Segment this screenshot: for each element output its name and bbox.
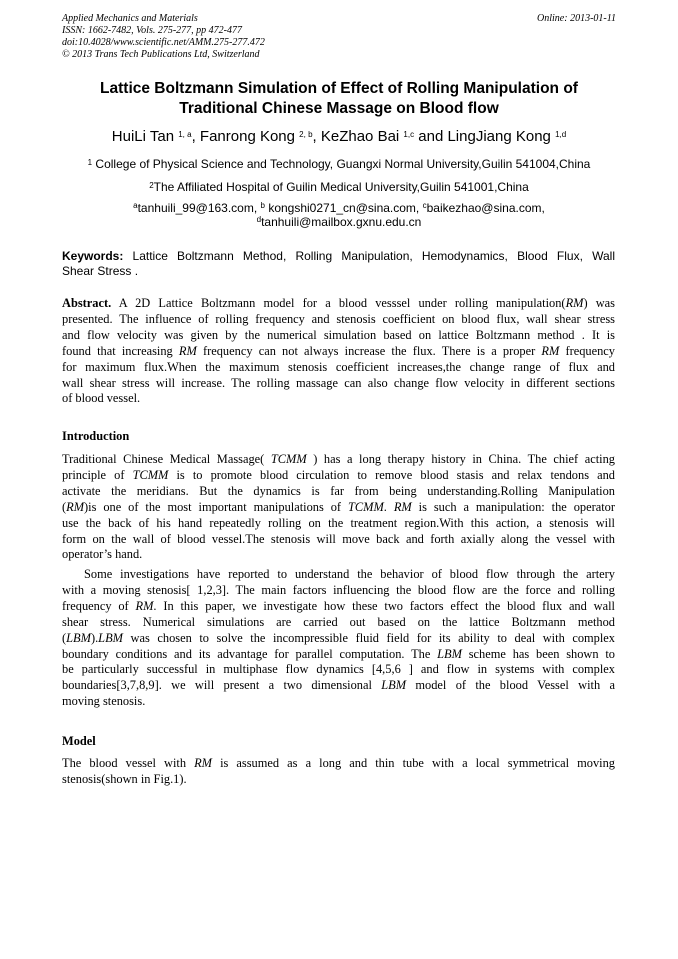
text-line <box>62 694 615 710</box>
keywords-line-1: Lattice Boltzmann Method, Rolling Manipulation, Hemodynamics, Blood Flux, Wall <box>123 249 615 263</box>
text-line <box>62 312 615 328</box>
text-segment: A 2D Lattice Boltzmann model for a blood vesssel under rolling manipulation( <box>111 296 566 310</box>
keywords-label: Keywords: <box>62 249 124 263</box>
italic-term: LBM <box>381 678 407 693</box>
text-segment: frequency <box>559 343 615 358</box>
paper-title <box>62 79 616 119</box>
author-list <box>62 127 616 147</box>
email-d-marker: d <box>256 215 262 224</box>
text-segment: principle of <box>62 467 133 482</box>
text-segment: . <box>383 499 394 514</box>
doi: doi:10.4028/www.scientific.net/AMM.275-277.472 <box>62 37 265 48</box>
text-line <box>62 376 615 392</box>
text-segment: ). <box>90 630 99 645</box>
text-line <box>62 391 615 407</box>
keywords <box>62 249 615 279</box>
email-a-marker: a <box>133 201 138 210</box>
author-affiliation-marker: 2, b <box>299 130 313 139</box>
text-line <box>62 583 615 599</box>
text-segment: is such a manipulation: the operator <box>411 499 615 514</box>
journal-name: Applied Mechanics and Materials <box>62 13 198 24</box>
email-b-marker: b <box>260 201 265 210</box>
text-segment: with a moving stenosis[ 1,2,3]. The main factors influencing the blood flow are the force and rolling <box>62 582 615 597</box>
introduction-heading: Introduction <box>62 429 130 443</box>
model-heading: Model <box>62 734 96 748</box>
text-segment: ) has a long therapy history in China. The chief acting <box>306 452 615 466</box>
text-line <box>62 500 615 516</box>
italic-term: TCMM <box>270 452 307 466</box>
keywords-line-2: Shear Stress . <box>62 264 139 278</box>
text-line <box>62 772 615 788</box>
text-segment: ) was <box>583 296 616 310</box>
text-segment: found that increasing <box>62 343 179 358</box>
text-segment: Some investigations have reported to understand the behavior of blood flow through the artery <box>84 567 615 581</box>
author-separator: , <box>312 128 321 145</box>
italic-term: LBM <box>98 630 123 645</box>
text-segment: boundaries[3,7,8,9]. we will present a two dimensional <box>62 678 382 693</box>
italic-term: RM <box>393 499 412 514</box>
affiliation-2-text: The Affiliated Hospital of Guilin Medical University,Guilin 541001,China <box>153 180 529 194</box>
text-segment: wall shear stress will increase. The rolling massage can also change flow velocity in different sections <box>62 375 615 390</box>
email-c-marker: c <box>422 201 427 210</box>
author-affiliation-marker: 1, a <box>178 130 192 139</box>
italic-term: RM <box>565 296 584 310</box>
italic-term: RM <box>135 598 154 613</box>
text-segment: stenosis(shown in Fig.1). <box>62 771 187 786</box>
affiliation-2 <box>62 180 616 195</box>
affiliation-1 <box>62 157 616 172</box>
issn: ISSN: 1662-7482, Vols. 275-277, pp 472-477 <box>62 25 242 36</box>
affiliation-2-marker: 2 <box>149 181 154 190</box>
email-d[interactable]: tanhuili@mailbox.gxnu.edu.cn <box>261 215 422 229</box>
model-paragraph <box>62 756 615 788</box>
author-separator: , <box>191 128 200 145</box>
text-line <box>62 567 615 583</box>
text-segment: scheme has been shown to <box>461 646 616 661</box>
text-segment: shear stress. Numerical simulations are carried out based on the lattice Boltzmann method <box>62 614 615 629</box>
text-segment: model of the blood Vessel with a <box>406 678 615 693</box>
introduction-paragraph-1 <box>62 452 615 563</box>
italic-term: TCMM <box>132 467 169 482</box>
abstract-label: Abstract. <box>62 296 112 310</box>
text-line <box>62 662 615 678</box>
text-segment: presented. The influence of rolling frequency and stenosis coefficient on blood flux, wall shear stress <box>62 311 615 326</box>
italic-term: LBM <box>66 630 91 645</box>
text-segment: and flow velocity was given by the numerical simulation based on lattice Boltzmann method . It is <box>62 327 615 342</box>
text-segment: for maximum flux.When the maximum stenosis coefficient increases,the change range of flux and <box>62 359 615 374</box>
affiliation-1-marker: 1 <box>87 158 93 167</box>
text-segment: operator’s hand. <box>62 547 143 562</box>
text-segment: was chosen to solve the incompressible fluid field for its ability to deal with complex <box>122 630 615 645</box>
text-segment: The blood vessel with <box>62 756 195 770</box>
italic-term: RM <box>178 343 197 358</box>
text-segment: be particularly successful in multiphase flow dynamics [4,5,6 ] and flow in systems with complex <box>62 662 615 677</box>
title-line-2: Traditional Chinese Massage on Blood flow <box>179 100 499 117</box>
text-line <box>62 516 615 532</box>
text-line <box>62 296 615 312</box>
text-segment: frequency of <box>62 598 136 613</box>
text-segment: )is one of the most important manipulations of <box>84 499 348 514</box>
text-segment: is to promote blood circulation to remove blood stasis and relax tendons and <box>168 467 615 482</box>
italic-term: TCMM <box>347 499 384 514</box>
text-line <box>62 360 615 376</box>
email-a[interactable]: tanhuili_99@163.com, <box>137 201 261 215</box>
text-segment: activate the meridians. But the dynamics is far from being understanding.Rolling Manipulation <box>62 483 615 498</box>
online-date: Online: 2013-01-11 <box>537 13 616 24</box>
text-line <box>62 452 615 468</box>
text-segment: moving stenosis. <box>62 694 146 709</box>
author-emails <box>62 201 616 229</box>
text-segment: ( <box>62 499 67 514</box>
text-segment: form on the wall of blood vessel.The stenosis will move back and forth axially along the vessel with <box>62 531 615 546</box>
text-line <box>62 647 615 663</box>
text-line <box>62 532 615 548</box>
text-line <box>62 344 615 360</box>
author-name: LingJiang Kong <box>447 128 556 145</box>
text-line <box>62 468 615 484</box>
text-segment: is assumed as a long and thin tube with a local symmetrical moving <box>212 756 615 770</box>
author-name: HuiLi Tan <box>111 128 179 145</box>
author-affiliation-marker: 1,d <box>555 130 567 139</box>
author-name: Fanrong Kong <box>199 128 300 145</box>
text-line <box>62 599 615 615</box>
text-segment: . In this paper, we investigate how these two factors effect the blood flux and wall <box>153 598 615 613</box>
text-segment: ( <box>62 630 67 645</box>
author-name: KeZhao Bai <box>320 128 404 145</box>
introduction-paragraph-2 <box>62 567 615 710</box>
journal-header <box>62 13 616 61</box>
italic-term: RM <box>541 343 560 358</box>
italic-term: RM <box>194 756 212 770</box>
affiliation-1-text: College of Physical Science and Technology, Guangxi Normal University,Guilin 541004,China <box>95 157 591 171</box>
text-line <box>62 678 615 694</box>
author-separator: and <box>414 128 448 145</box>
text-segment: frequency can not always increase the flux. There is a proper <box>196 343 542 358</box>
text-line <box>62 484 615 500</box>
text-segment: of blood vessel. <box>62 391 141 406</box>
abstract <box>62 296 615 407</box>
copyright: © 2013 Trans Tech Publications Ltd, Switzerland <box>62 49 260 60</box>
italic-term: RM <box>66 499 85 514</box>
italic-term: LBM <box>437 646 462 661</box>
text-segment: Traditional Chinese Medical Massage( <box>62 452 271 466</box>
text-line <box>62 756 615 772</box>
email-b[interactable]: kongshi0271_cn@sina.com, <box>264 201 423 215</box>
author-affiliation-marker: 1,c <box>403 130 415 139</box>
text-segment: use the back of his hand repeatedly rolling on the treatment region.With this action, a stenosis will <box>62 515 615 530</box>
text-line <box>62 631 615 647</box>
text-line <box>62 328 615 344</box>
title-line-1: Lattice Boltzmann Simulation of Effect of Rolling Manipulation of <box>100 80 578 97</box>
text-line <box>62 547 615 563</box>
email-c[interactable]: baikezhao@sina.com, <box>426 201 545 215</box>
text-segment: boundary conditions and its advantage for parallel computation. The <box>62 646 438 661</box>
text-line <box>62 615 615 631</box>
